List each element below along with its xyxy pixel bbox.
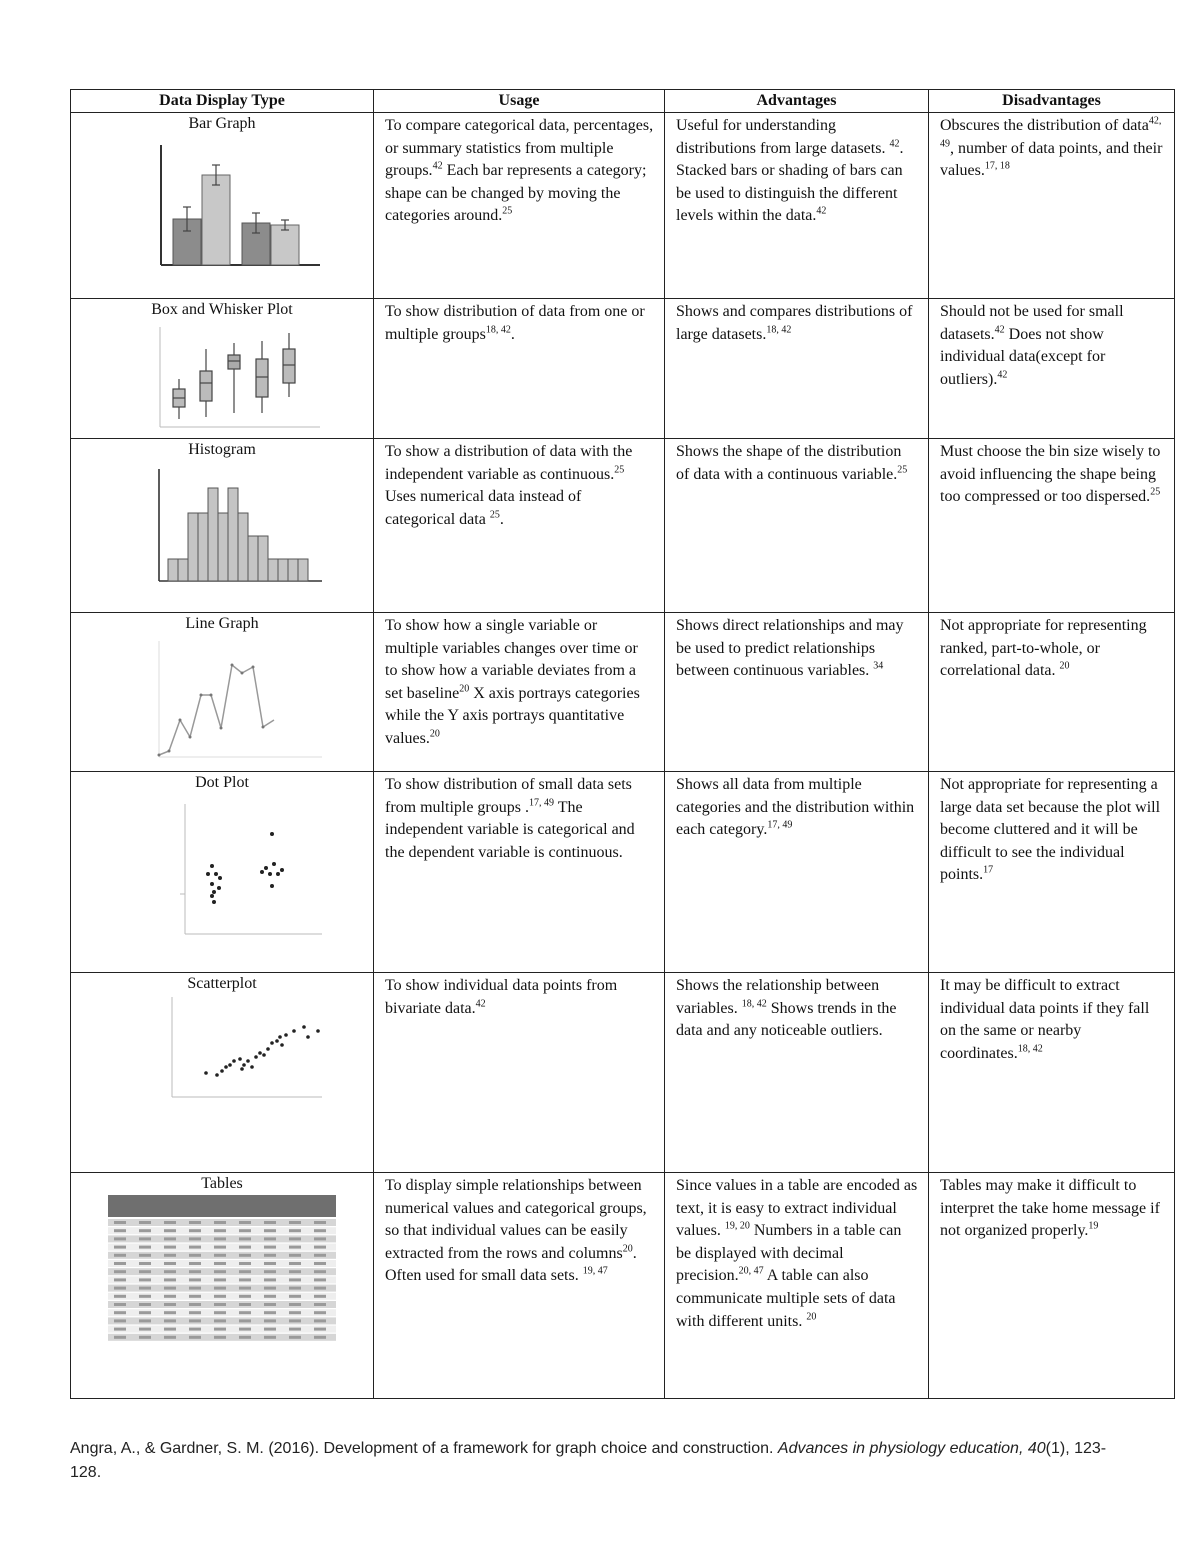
advantages-text: Shows all data from multiple categories and the distribution within each category.$^{17, 49}$ <box>676 776 915 839</box>
usage-text: To show individual data points from bivariate data.$^{42}$ <box>385 977 618 1017</box>
advantages-text: Useful for understanding distributions from large datasets. $^{42}$. Stacked bars or shading of bars can be used to distinguish the different levels within the data.$^{42}$ <box>676 117 904 225</box>
citation-ref: 18, 42 <box>485 324 511 336</box>
advantages-cell <box>665 613 929 772</box>
display-type-cell <box>71 299 374 439</box>
display-type-label: Tables <box>201 1175 243 1192</box>
citation-ref: 42, 49 <box>940 115 1162 150</box>
citation-ref: 17, 49 <box>767 819 793 831</box>
display-type-label: Box and Whisker Plot <box>151 301 293 318</box>
usage-text: To display simple relationships between numerical values and categorical groups, so that individual values can be easily extracted from the rows and columns$^{20}$. Often used for small data sets. $^{19, 47}$ <box>385 1177 647 1285</box>
usage-cell <box>374 439 665 613</box>
table-header-row <box>71 90 1175 113</box>
usage-text: To show a distribution of data with the independent variable as continuous.$^{25}$ Uses numerical data instead of categorical data $^{25}$. <box>385 443 633 528</box>
disadvantages-text: Not appropriate for representing ranked, part-to-whole, or correlational data. $^{20}$ <box>940 617 1147 680</box>
display-type-cell <box>71 113 374 299</box>
citation-ref: 42 <box>994 324 1005 336</box>
table-row <box>71 113 1175 299</box>
citation-issue: (1), 123-128. <box>70 1440 1107 1481</box>
citation-text: Angra, A., & Gardner, S. M. (2016). Development of a framework for graph choice and construction. <box>70 1440 778 1457</box>
citation-ref: 25 <box>897 464 908 476</box>
citation-ref: 19, 20 <box>724 1220 750 1232</box>
table-row <box>71 613 1175 772</box>
citation-ref: 18, 42 <box>766 324 792 336</box>
citation-ref: 17 <box>983 865 994 877</box>
dot-plot-thumbnail <box>122 794 322 939</box>
usage-cell <box>374 113 665 299</box>
disadvantages-cell <box>929 1173 1175 1399</box>
graph-types-table <box>70 89 1175 1399</box>
line-graph-thumbnail <box>122 635 322 760</box>
table-row <box>71 299 1175 439</box>
display-type-label: Bar Graph <box>188 115 256 132</box>
display-type-label: Line Graph <box>185 615 259 632</box>
advantages-cell <box>665 299 929 439</box>
citation-ref: 20 <box>806 1311 817 1323</box>
disadvantages-cell <box>929 613 1175 772</box>
disadvantages-text: Tables may make it difficult to interpret the take home message if not organized properly.$^{19}$ <box>940 1177 1160 1240</box>
table-thumbnail <box>108 1195 336 1343</box>
citation-ref: 18, 42 <box>741 998 767 1010</box>
usage-text: To show distribution of small data sets from multiple groups .$^{17, 49}$ The independent variable is categorical and the dependent variable is continuous. <box>385 776 635 861</box>
citation-ref: 18, 42 <box>1017 1043 1043 1055</box>
advantages-text: Shows and compares distributions of large datasets.$^{18, 42}$ <box>676 303 913 343</box>
citation-ref: 19 <box>1088 1220 1099 1232</box>
advantages-text: Since values in a table are encoded as text, it is easy to extract individual values. $^{19, 20}$ Numbers in a table can be displayed with decimal precision.$^{20, 47}$ A table can also communicate multiple sets of data with different units. $^{20}$ <box>676 1177 918 1330</box>
disadvantages-text: It may be difficult to extract individual data points if they fall on the same or nearby coordinates.$^{18, 42}$ <box>940 977 1150 1062</box>
display-type-label: Histogram <box>188 441 256 458</box>
disadvantages-cell <box>929 973 1175 1173</box>
display-type-cell <box>71 772 374 973</box>
citation-ref: 25 <box>502 206 513 218</box>
disadvantages-cell <box>929 299 1175 439</box>
citation-ref: 42 <box>475 998 486 1010</box>
usage-cell <box>374 772 665 973</box>
display-type-label: Scatterplot <box>187 975 257 992</box>
citation-ref: 34 <box>873 660 884 672</box>
usage-text: To show how a single variable or multiple variables changes over time or to show how a variable deviates from a set baseline$^{20}$ X axis portrays categories while the Y axis portrays quantitative values.$^{20}$ <box>385 617 640 747</box>
citation-ref: 20 <box>459 683 470 695</box>
table-row <box>71 973 1175 1173</box>
citation-ref: 20 <box>429 728 440 740</box>
citation-ref: 42 <box>889 138 900 150</box>
advantages-text: Shows direct relationships and may be used to predict relationships between continuous variables. $^{34}$ <box>676 617 904 680</box>
advantages-text: Shows the relationship between variables. $^{18, 42}$ Shows trends in the data and any noticeable outliers. <box>676 977 897 1040</box>
usage-cell <box>374 613 665 772</box>
bar-graph-thumbnail <box>122 135 322 275</box>
table-row <box>71 439 1175 613</box>
citation-ref: 25 <box>614 464 625 476</box>
display-type-cell <box>71 613 374 772</box>
header-advantages: Advantages <box>665 90 929 113</box>
advantages-cell <box>665 1173 929 1399</box>
citation-ref: 17, 49 <box>528 797 554 809</box>
display-type-cell <box>71 439 374 613</box>
citation-ref: 25 <box>1150 486 1161 498</box>
citation-ref: 17, 18 <box>984 160 1010 172</box>
usage-text: To compare categorical data, percentages, or summary statistics from multiple groups.$^{42}$ Each bar represents a category; shape can be changed by moving the categories around.$^{25}$ <box>385 117 654 225</box>
display-type-cell <box>71 1173 374 1399</box>
disadvantages-cell <box>929 439 1175 613</box>
header-data-display-type: Data Display Type <box>71 90 374 113</box>
usage-cell <box>374 299 665 439</box>
table-thumbnail-rows <box>108 1219 336 1341</box>
citation-ref: 19, 47 <box>582 1266 608 1278</box>
advantages-text: Shows the shape of the distribution of data with a continuous variable.$^{25}$ <box>676 443 908 483</box>
table-row <box>71 772 1175 973</box>
histogram-thumbnail <box>122 461 322 586</box>
display-type-cell <box>71 973 374 1173</box>
citation-ref: 20 <box>1059 660 1070 672</box>
usage-cell <box>374 973 665 1173</box>
header-usage: Usage <box>374 90 665 113</box>
display-type-label: Dot Plot <box>195 774 249 791</box>
citation-ref: 42 <box>997 369 1008 381</box>
citation-journal: Advances in physiology education, 40 <box>777 1440 1046 1457</box>
box-plot-thumbnail <box>122 321 322 431</box>
scatterplot-thumbnail <box>122 995 322 1105</box>
citation-ref: 42 <box>816 206 827 218</box>
header-disadvantages: Disadvantages <box>929 90 1175 113</box>
table-row <box>71 1173 1175 1399</box>
usage-text: To show distribution of data from one or multiple groups$^{18, 42}$. <box>385 303 645 343</box>
advantages-cell <box>665 439 929 613</box>
usage-cell <box>374 1173 665 1399</box>
disadvantages-text: Obscures the distribution of data$^{42, 49}$, number of data points, and their values.$^{17, 18}$ <box>940 115 1163 180</box>
citation-ref: 20, 47 <box>738 1266 764 1278</box>
advantages-cell <box>665 973 929 1173</box>
disadvantages-text: Not appropriate for representing a large data set because the plot will become cluttered and it will be difficult to see the individual points.$^{17}$ <box>940 776 1161 884</box>
disadvantages-text: Should not be used for small datasets.$^{42}$ Does not show individual data(except for outliers).$^{42}$ <box>940 303 1124 388</box>
citation-ref: 25 <box>489 509 500 521</box>
disadvantages-cell <box>929 772 1175 973</box>
disadvantages-text: Must choose the bin size wisely to avoid influencing the shape being too compressed or too dispersed.$^{25}$ <box>940 443 1161 506</box>
citation-ref: 42 <box>432 160 443 172</box>
advantages-cell <box>665 772 929 973</box>
citation-ref: 20 <box>622 1243 633 1255</box>
citation <box>70 1437 1130 1485</box>
disadvantages-cell <box>929 113 1175 299</box>
advantages-cell <box>665 113 929 299</box>
